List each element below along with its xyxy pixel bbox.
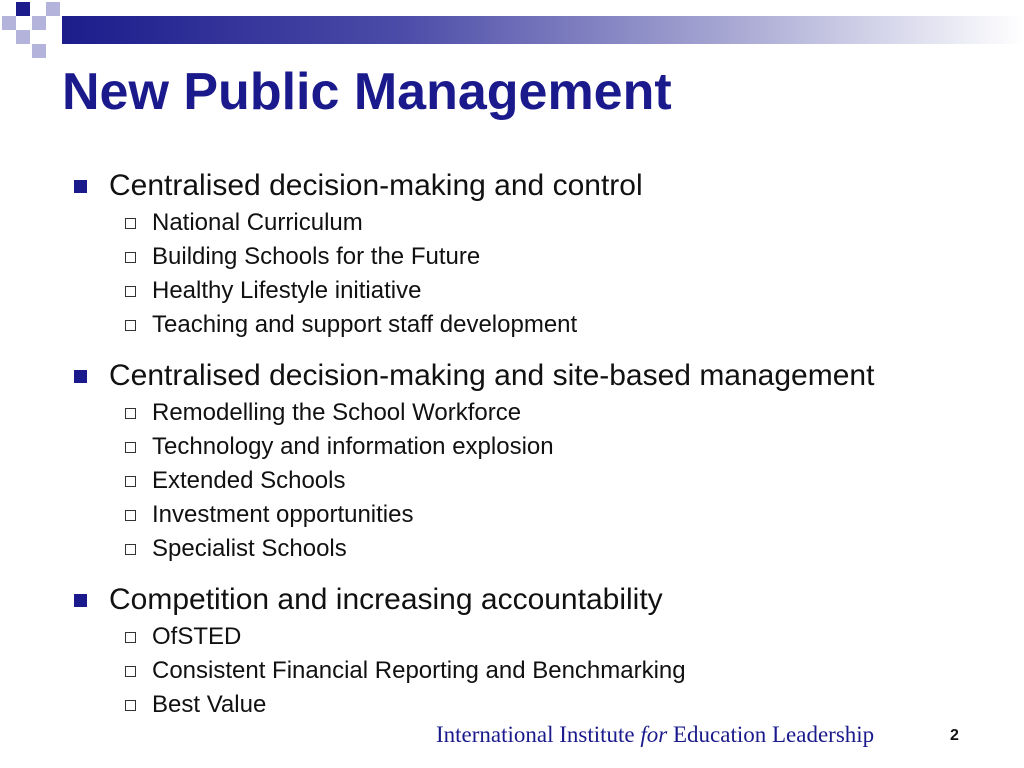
bullet-item: Consistent Financial Reporting and Benchmarking xyxy=(152,657,686,684)
bullet-item: Teaching and support staff development xyxy=(152,311,578,338)
decor-square xyxy=(16,30,30,44)
bullet-section xyxy=(72,356,1012,566)
hollow-square-bullet-icon xyxy=(125,252,136,263)
bullet-item: Investment opportunities xyxy=(152,501,414,528)
bullet-level2 xyxy=(72,688,1012,722)
decor-square xyxy=(2,16,16,30)
square-bullet-icon xyxy=(74,180,87,193)
bullet-level2 xyxy=(72,430,1012,464)
hollow-square-bullet-icon xyxy=(125,286,136,297)
bullet-item: Healthy Lifestyle initiative xyxy=(152,277,422,304)
bullet-level1 xyxy=(72,356,1012,396)
bullet-level1 xyxy=(72,580,1012,620)
bullet-level2 xyxy=(72,274,1012,308)
bullet-level2 xyxy=(72,620,1012,654)
page-number: 2 xyxy=(950,727,959,744)
bullet-item: Technology and information explosion xyxy=(152,433,554,460)
bullet-list xyxy=(72,166,1012,736)
bullet-item: Best Value xyxy=(152,691,267,718)
hollow-square-bullet-icon xyxy=(125,700,136,711)
hollow-square-bullet-icon xyxy=(125,510,136,521)
hollow-square-bullet-icon xyxy=(125,320,136,331)
hollow-square-bullet-icon xyxy=(125,632,136,643)
square-bullet-icon xyxy=(74,370,87,383)
footer-institution xyxy=(436,722,874,748)
hollow-square-bullet-icon xyxy=(125,442,136,453)
bullet-item: National Curriculum xyxy=(152,209,363,236)
footer-text: International Institute xyxy=(436,722,641,747)
bullet-level2 xyxy=(72,308,1012,342)
decor-square xyxy=(32,44,46,58)
bullet-section xyxy=(72,580,1012,722)
decor-square xyxy=(46,2,60,16)
hollow-square-bullet-icon xyxy=(125,408,136,419)
decor-square xyxy=(32,16,46,30)
bullet-heading: Centralised decision-making and control xyxy=(109,169,643,202)
bullet-item: Building Schools for the Future xyxy=(152,243,481,270)
hollow-square-bullet-icon xyxy=(125,666,136,677)
bullet-heading: Centralised decision-making and site-based management xyxy=(109,359,875,392)
bullet-level2 xyxy=(72,396,1012,430)
bullet-item: Extended Schools xyxy=(152,467,346,494)
bullet-level2 xyxy=(72,240,1012,274)
bullet-heading: Competition and increasing accountability xyxy=(109,583,663,616)
bullet-level2 xyxy=(72,654,1012,688)
hollow-square-bullet-icon xyxy=(125,544,136,555)
bullet-level2 xyxy=(72,532,1012,566)
bullet-level1 xyxy=(72,166,1012,206)
bullet-level2 xyxy=(72,206,1012,240)
slide-title: New Public Management xyxy=(62,63,672,121)
footer-text: Education Leadership xyxy=(667,722,875,747)
hollow-square-bullet-icon xyxy=(125,218,136,229)
hollow-square-bullet-icon xyxy=(125,476,136,487)
footer-text-italic: for xyxy=(640,722,668,747)
bullet-level2 xyxy=(72,498,1012,532)
header-gradient-bar xyxy=(62,16,1024,44)
bullet-item: OfSTED xyxy=(152,623,242,650)
decor-square xyxy=(16,2,30,16)
bullet-item: Remodelling the School Workforce xyxy=(152,399,522,426)
bullet-level2 xyxy=(72,464,1012,498)
square-bullet-icon xyxy=(74,594,87,607)
bullet-section xyxy=(72,166,1012,342)
bullet-item: Specialist Schools xyxy=(152,535,347,562)
